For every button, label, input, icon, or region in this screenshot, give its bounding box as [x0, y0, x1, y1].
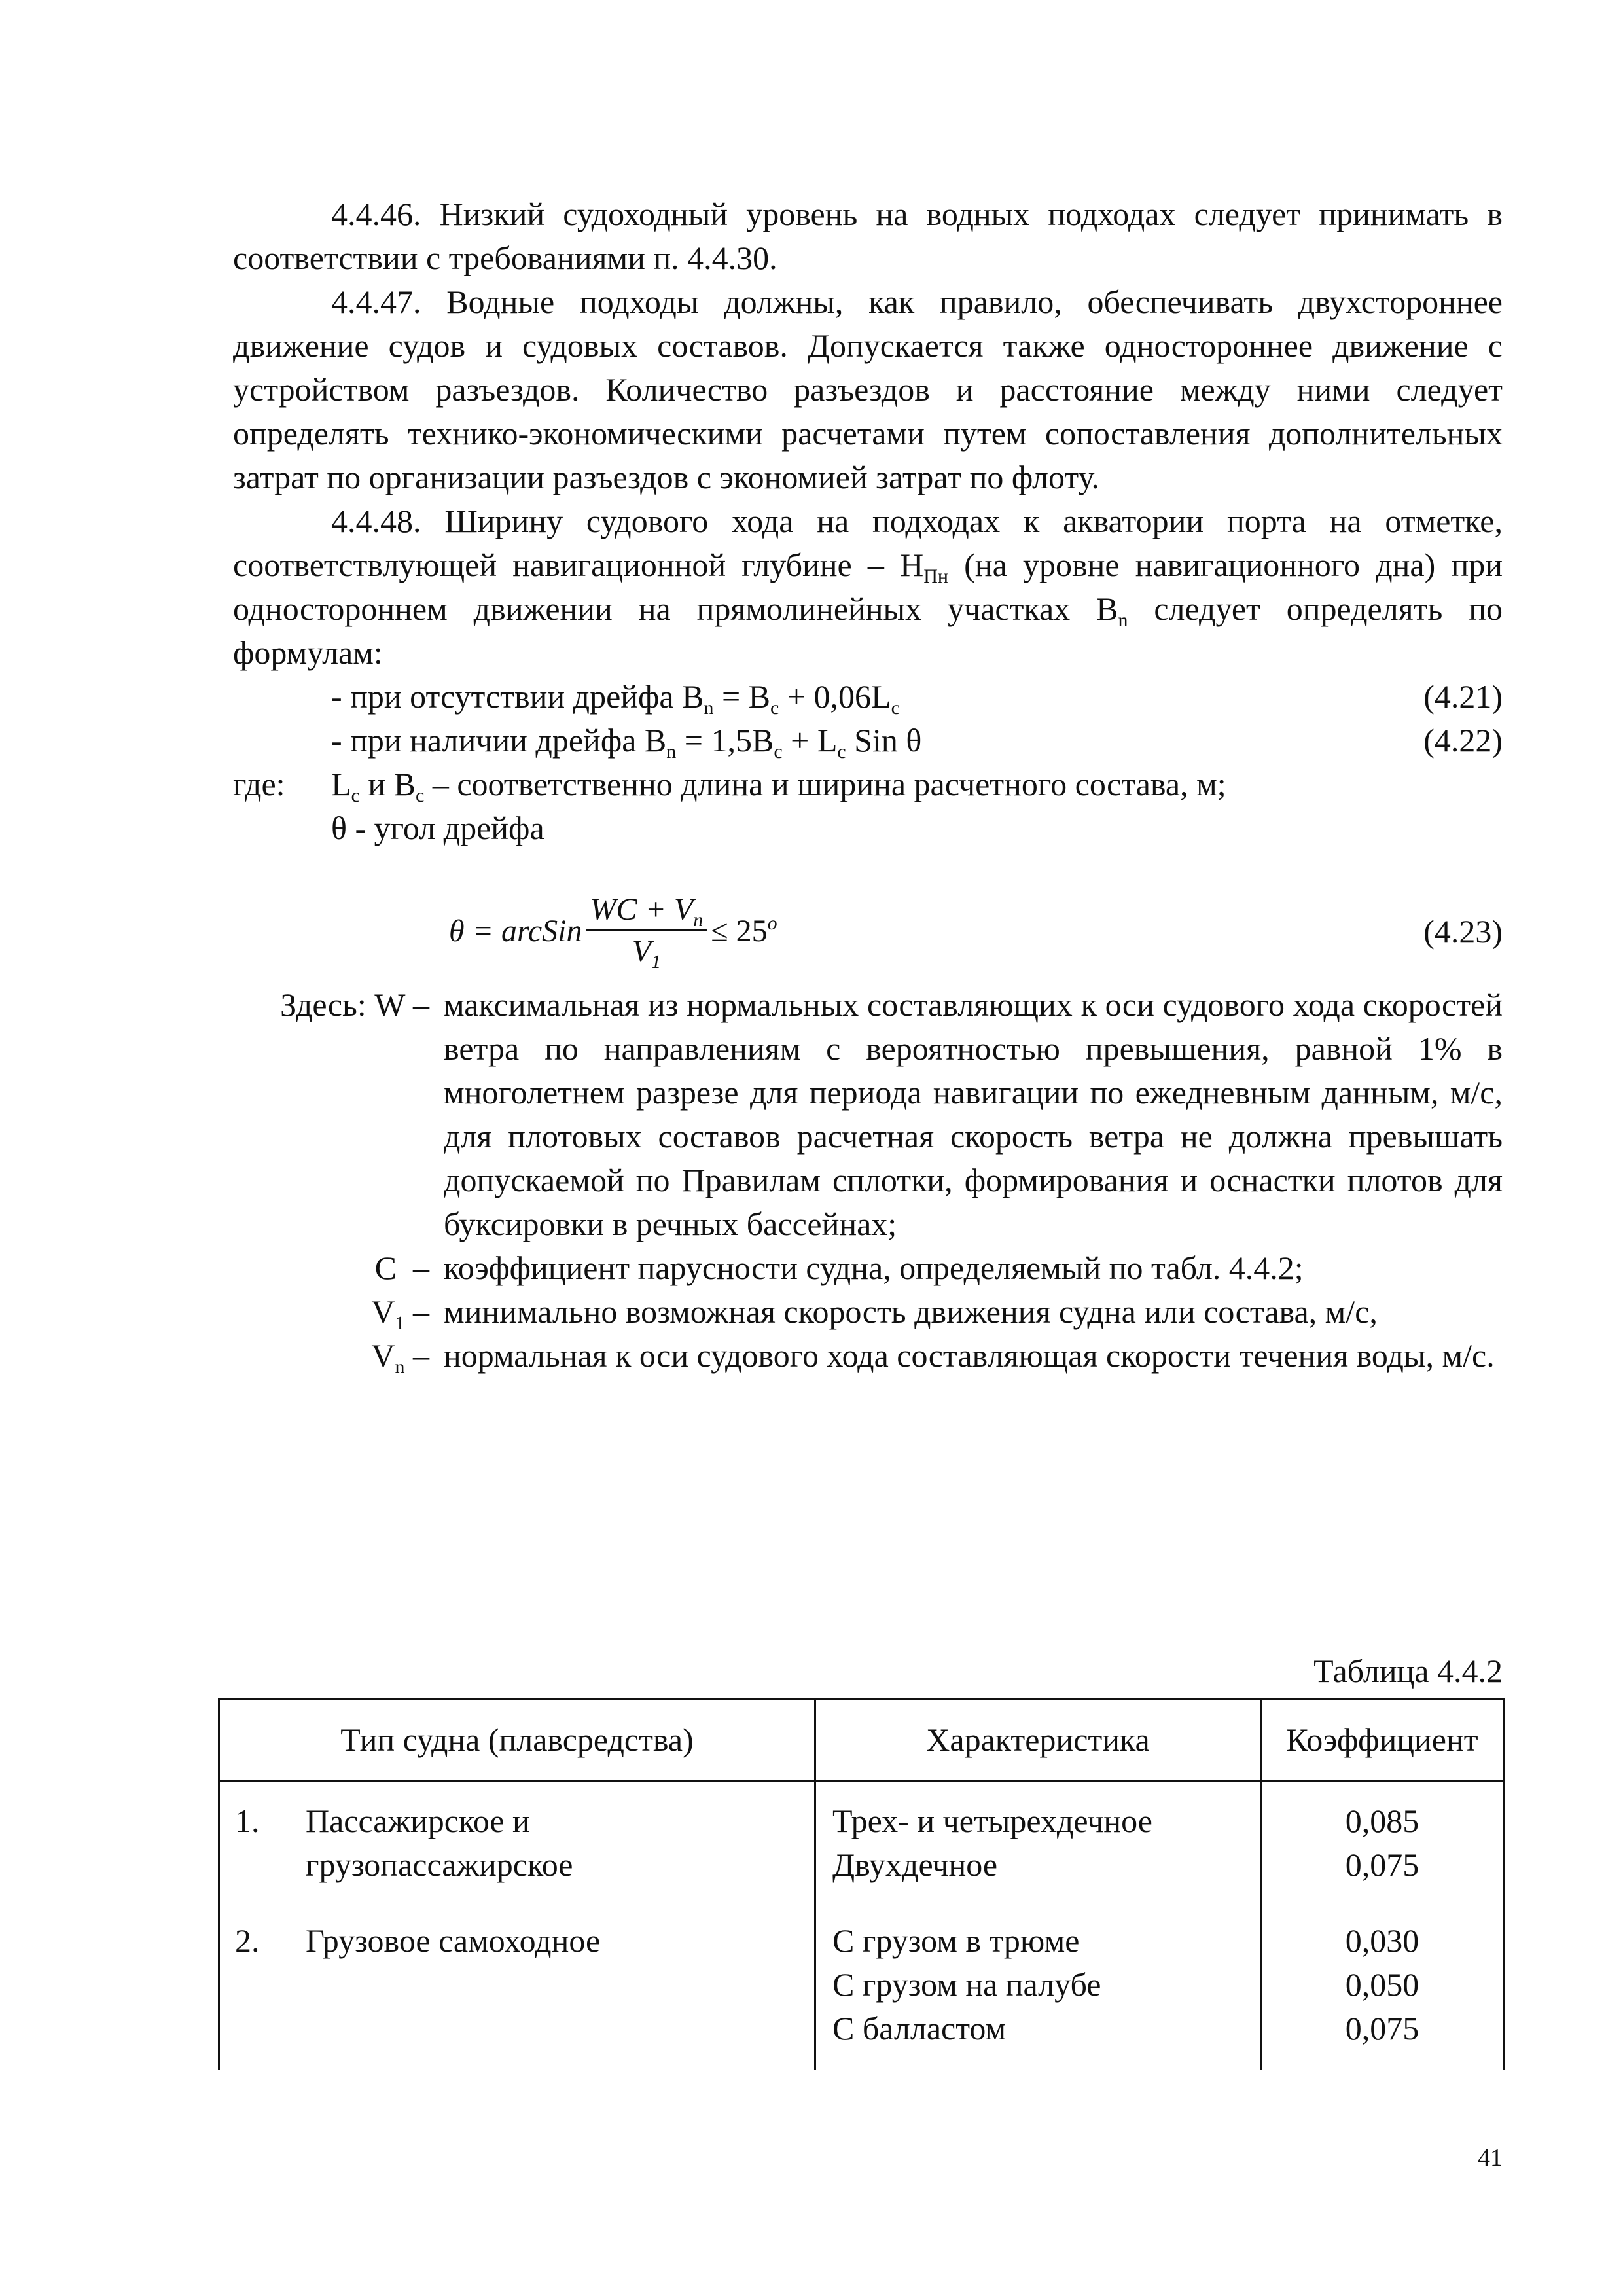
coefficient-table [218, 1698, 1505, 2070]
table-row [219, 1781, 1504, 1919]
coefficient-value: 0,075 [1345, 2010, 1419, 2047]
header-coefficient: Коэффициент [1261, 1699, 1504, 1781]
f422-t4: Sin θ [846, 722, 922, 759]
header-vessel-type: Тип судна (плавсредства) [219, 1699, 815, 1781]
definition-w-symbol: Здесь: W – [280, 986, 429, 1023]
f422-t1: - при наличии дрейфа В [331, 722, 667, 759]
definitions-list [233, 983, 1503, 1378]
equation-number-4-22: (4.22) [1423, 722, 1503, 759]
characteristic-line: С балластом [832, 2010, 1007, 2047]
definition-c-symbol: С – [374, 1249, 429, 1286]
formula-4-22 [233, 719, 1503, 762]
f422-s1: n [666, 741, 677, 762]
f423-rhs-sup: o [767, 912, 777, 934]
where-s1: с [351, 785, 360, 806]
theta-definition: θ - угол дрейфа [331, 810, 544, 846]
v1-sub: 1 [395, 1312, 405, 1334]
f422-t2: = 1,5В [676, 722, 774, 759]
cell-coefficient [1261, 1918, 1504, 2070]
definition-vn-symbol [233, 1334, 444, 1378]
definition-c [233, 1246, 1503, 1290]
v1-dash: – [404, 1293, 429, 1330]
f422-s3: с [837, 741, 846, 762]
f421-s2: с [770, 697, 779, 719]
f422-t3: + L [782, 722, 838, 759]
characteristic-line: Двухдечное [832, 1846, 998, 1883]
definition-w-text: максимальная из нормальных составляющих к оси судового хода скоростей ветра по направлениям с вероятностью превышения, равной 1% в многолетнем разрезе для периода навигации по ежедневным данным, м/с, для плотовых составов расчетная скорость ветра не должна превышать допускаемой по Правилам сплотки, формирования и оснастки плотов для буксировки в речных бассейнах; [444, 986, 1503, 1242]
f423-rhs-text: ≤ 25 [711, 913, 768, 948]
characteristic-line: С грузом на палубе [832, 1966, 1101, 2003]
paragraph-4-4-48 [233, 499, 1503, 675]
f423-numerator [586, 890, 707, 931]
p448-text-2: (на уровне навигационного дна) при одностороннем движении на прямолинейных участках В [233, 547, 1503, 627]
f421-t2: = В [713, 678, 771, 715]
f421-t1: - при отсутствии дрейфа В [331, 678, 704, 715]
p448-text-3: следует определять по формулам: [233, 590, 1503, 671]
definition-w [233, 983, 1503, 1246]
f421-t3: + 0,06L [779, 678, 891, 715]
vn-sub: n [395, 1356, 405, 1378]
coefficient-value: 0,085 [1345, 1803, 1419, 1839]
page-number: 41 [1478, 2144, 1503, 2172]
f421-s3: с [891, 697, 900, 719]
table-header-row [219, 1699, 1504, 1781]
cell-vessel-type [219, 1781, 815, 1919]
characteristic-line: Трех- и четырехдечное [832, 1803, 1152, 1839]
coefficient-value: 0,050 [1345, 1966, 1419, 2003]
where-t3: – соответственно длина и ширина расчетного состава, м; [424, 766, 1226, 802]
vessel-type-line: Пассажирское и [306, 1803, 530, 1839]
f422-s2: с [774, 741, 783, 762]
formula-4-23-expression [449, 888, 777, 973]
vessel-type-line: Грузовое самоходное [306, 1922, 601, 1959]
where-t1: L [331, 766, 351, 802]
table-caption: Таблица 4.4.2 [1313, 1653, 1503, 1689]
where-line [233, 762, 1503, 806]
vessel-type-line: грузопассажирское [306, 1846, 573, 1883]
cell-characteristic [815, 1781, 1261, 1919]
f423-den-sub: 1 [651, 950, 662, 973]
where-text [331, 762, 1503, 806]
f423-den: V [632, 933, 652, 969]
table-row [219, 1918, 1504, 2070]
cell-vessel-type [219, 1918, 815, 2070]
equation-number-4-21: (4.21) [1423, 678, 1503, 715]
coefficient-value: 0,075 [1345, 1846, 1419, 1883]
f423-rhs [711, 909, 777, 953]
where-t2: и В [359, 766, 416, 802]
row-number: 1. [235, 1803, 260, 1839]
paragraph-4-4-46: 4.4.46. Низкий судоходный уровень на водных подходах следует принимать в соответствии с требованиями п. 4.4.30. [233, 196, 1503, 276]
document-body [233, 192, 1503, 1378]
p448-sub-2: n [1118, 609, 1128, 631]
p448-text-1: 4.4.48. Ширину судового хода на подходах к акватории порта на отметке, соответствлующей навигационной глубине – Н [233, 503, 1503, 583]
definition-vn [233, 1334, 1503, 1378]
definition-v1 [233, 1290, 1503, 1334]
definition-c-text: коэффициент парусности судна, определяемый по табл. 4.4.2; [444, 1249, 1304, 1286]
formula-4-21 [233, 675, 1503, 719]
formula-4-23 [233, 888, 1503, 983]
vn-dash: – [404, 1337, 429, 1374]
equation-number-4-23: (4.23) [1423, 913, 1503, 950]
f423-fraction [586, 890, 707, 972]
definition-vn-text: нормальная к оси судового хода составляющая скорости течения воды, м/с. [444, 1337, 1495, 1374]
f423-denominator [632, 931, 661, 972]
v1-sym: V [371, 1293, 395, 1330]
definition-v1-text: минимально возможная скорость движения судна или состава, м/с, [444, 1293, 1378, 1330]
coefficient-value: 0,030 [1345, 1922, 1419, 1959]
cell-characteristic [815, 1918, 1261, 2070]
where-s2: с [415, 785, 425, 806]
where-label: где: [233, 766, 285, 802]
f421-s1: n [704, 697, 714, 719]
row-number: 2. [235, 1922, 260, 1959]
f423-num-a: WC + V [590, 891, 694, 927]
f423-num-sub: n [693, 908, 704, 931]
paragraph-4-4-47: 4.4.47. Водные подходы должны, как правило, обеспечивать двухстороннее движение судов и судовых составов. Допускается также одностороннее движение с устройством разъездов. Количество разъездов и расстояние между ними следует определять технико-экономическими расчетами путем сопоставления дополнительных затрат по организации разъездов с экономией затрат по флоту. [233, 283, 1503, 495]
header-characteristic: Характеристика [815, 1699, 1261, 1781]
vn-sym: V [371, 1337, 395, 1374]
definition-v1-symbol [233, 1290, 444, 1334]
p448-sub-1: Пн [923, 565, 948, 587]
cell-coefficient [1261, 1781, 1504, 1919]
characteristic-line: С грузом в трюме [832, 1922, 1080, 1959]
f423-lhs: θ = arcSin [449, 913, 582, 948]
